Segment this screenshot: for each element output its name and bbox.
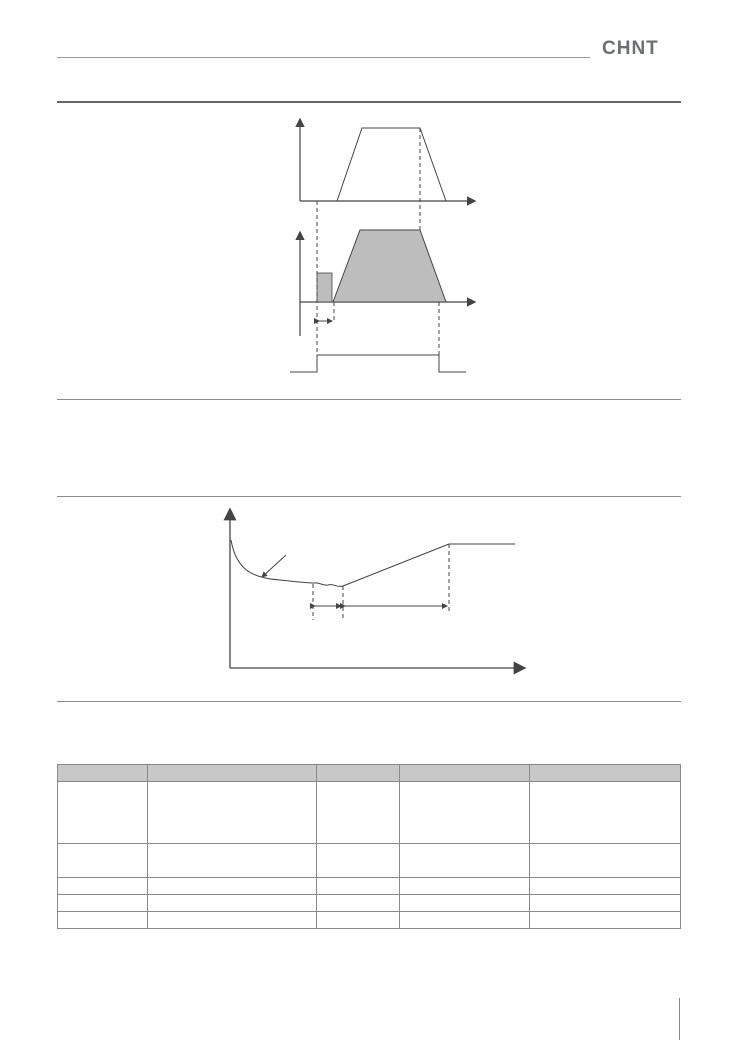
ramp-line (343, 544, 449, 586)
table-cell (316, 895, 400, 912)
table-cell (147, 895, 316, 912)
page-edge-bar (679, 998, 680, 1040)
table-header-cell (530, 765, 681, 782)
dc-brake-block (317, 273, 332, 302)
table-header-cell (147, 765, 316, 782)
table-cell (58, 878, 148, 895)
table-row (58, 878, 681, 895)
parameter-table (57, 764, 681, 929)
table-cell (530, 912, 681, 929)
table-cell (58, 895, 148, 912)
table-row (58, 912, 681, 929)
table-cell (530, 895, 681, 912)
table-row (58, 895, 681, 912)
table-header-cell (400, 765, 530, 782)
section-rule-3 (57, 496, 681, 497)
lower-output-profile (333, 230, 446, 302)
table-cell (147, 782, 316, 844)
table-cell (400, 912, 530, 929)
table-header-row (58, 765, 681, 782)
table-cell (530, 878, 681, 895)
table-cell (58, 912, 148, 929)
section-rule-2 (57, 399, 681, 400)
table-cell (400, 895, 530, 912)
table-cell (58, 844, 148, 878)
table-header-cell (316, 765, 400, 782)
section-rule-1 (57, 101, 681, 103)
header-rule (57, 57, 590, 58)
table-cell (147, 844, 316, 878)
table-cell (316, 878, 400, 895)
section-rule-4 (57, 701, 681, 702)
table-cell (147, 878, 316, 895)
decay-curve (231, 540, 343, 586)
table-row (58, 782, 681, 844)
run-command-pulse (290, 355, 466, 372)
table-cell (316, 912, 400, 929)
table-cell (147, 912, 316, 929)
table-cell (316, 844, 400, 878)
upper-speed-profile (337, 128, 446, 201)
table-row (58, 844, 681, 878)
table-cell (400, 878, 530, 895)
table-cell (530, 782, 681, 844)
table-header-cell (58, 765, 148, 782)
table-cell (400, 844, 530, 878)
table-cell (316, 782, 400, 844)
table-cell (58, 782, 148, 844)
curve-pointer (262, 555, 286, 577)
table-cell (400, 782, 530, 844)
table-cell (530, 844, 681, 878)
brand-logo: CHNT (602, 38, 659, 59)
